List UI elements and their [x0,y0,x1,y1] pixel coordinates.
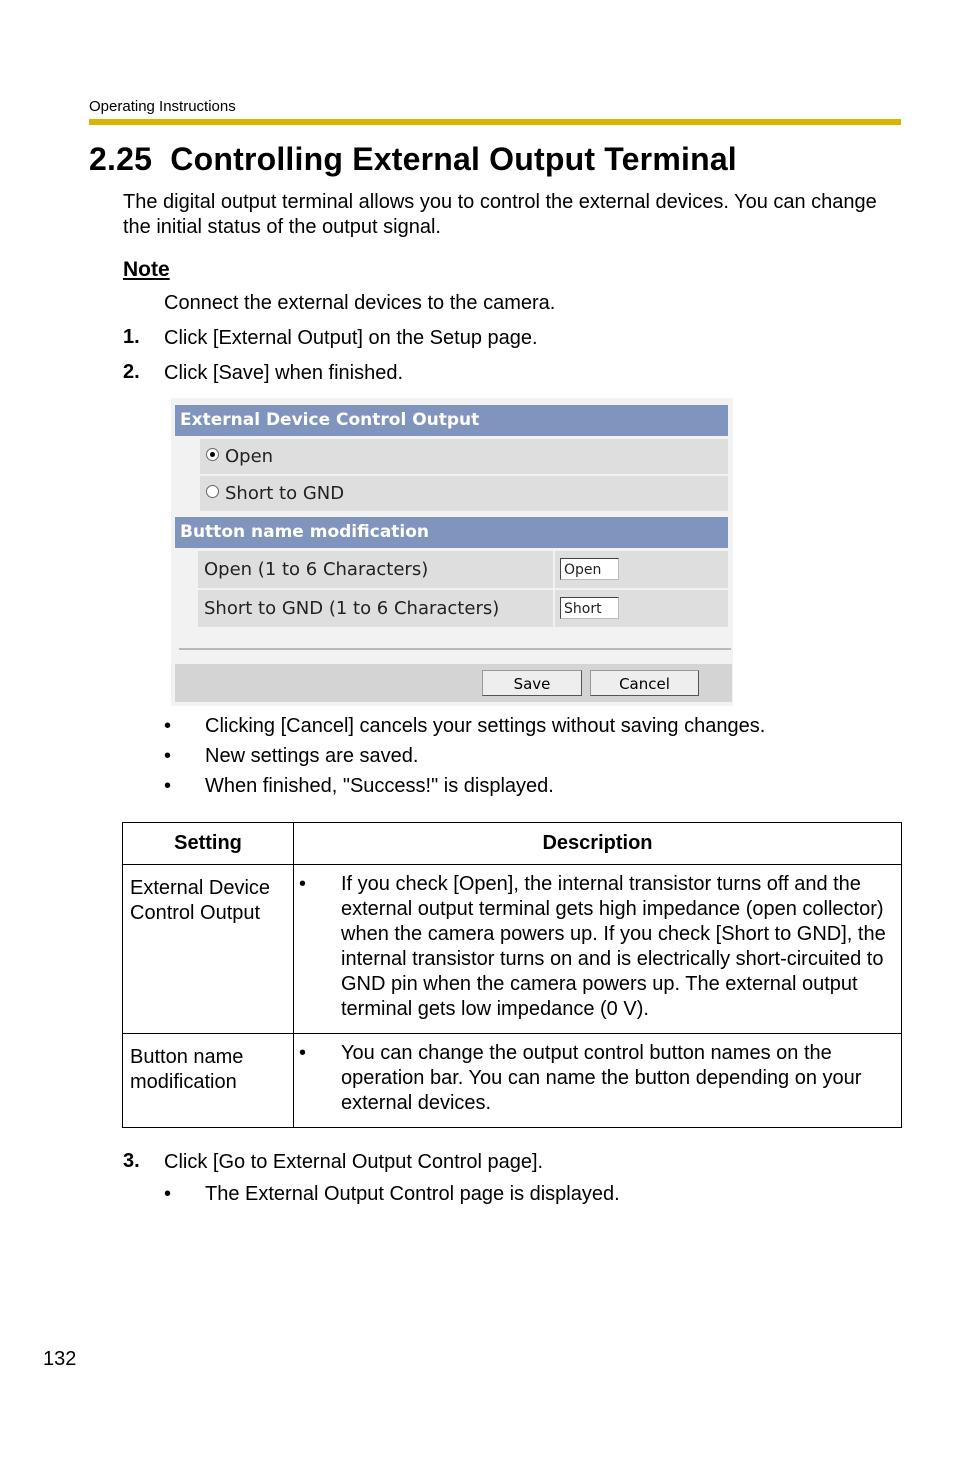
step3-bullet: The External Output Control page is displayed. [205,1183,620,1205]
column-header-description: Description [294,823,902,865]
description-cell [294,865,902,1034]
running-header: Operating Instructions [89,98,236,115]
bullet-glyph: • [299,1042,307,1064]
settings-table [122,822,902,1128]
step2-bullet-3: When finished, "Success!" is displayed. [205,775,554,797]
page-number: 132 [43,1348,77,1370]
bullet-glyph: • [164,715,172,737]
panel-divider [179,648,731,650]
save-button[interactable]: Save [482,670,582,696]
radio-open-label: Open [225,446,274,467]
section-number: 2.25 [89,141,153,177]
step-text-3: Click [Go to External Output Control page]. [164,1151,544,1173]
step-number-1: 1. [123,326,140,348]
radio-checked-icon[interactable] [206,448,219,461]
bullet-glyph: • [164,745,172,767]
step-number-3: 3. [123,1150,140,1172]
short-field-cell [555,590,728,627]
short-name-input[interactable]: Short [560,597,619,619]
setting-cell: Button name modification [123,1034,294,1128]
cancel-button[interactable]: Cancel [590,670,699,696]
step-number-2: 2. [123,361,140,383]
table-row [123,1034,902,1128]
table-row [123,865,902,1034]
radio-unchecked-icon[interactable] [206,485,219,498]
panel-button-bar [175,664,732,702]
table-header-row [123,823,902,865]
radio-open-option[interactable] [200,439,728,474]
bullet-glyph: • [164,1183,172,1205]
external-device-control-output-header: External Device Control Output [175,405,728,436]
open-field-cell [555,551,728,588]
setup-screenshot [171,398,733,706]
bullet-glyph: • [299,873,307,895]
description-text: You can change the output control button names on the operation bar. You can name the button depending on your external devices. [341,1042,862,1114]
note-text: Connect the external devices to the camera. [164,292,556,314]
open-field-label: Open (1 to 6 Characters) [198,551,553,588]
step-text-1: Click [External Output] on the Setup page. [164,327,538,349]
step2-bullet-1: Clicking [Cancel] cancels your settings without saving changes. [205,715,766,737]
open-name-input[interactable]: Open [560,558,619,580]
header-rule [89,119,901,125]
intro-paragraph: The digital output terminal allows you to control the external devices. You can change the initial status of the output signal. [123,191,877,238]
setting-cell: External Device Control Output [123,865,294,1034]
step2-bullet-2: New settings are saved. [205,745,419,767]
button-name-modification-header: Button name modification [175,517,728,548]
short-field-label: Short to GND (1 to 6 Characters) [198,590,553,627]
bullet-glyph: • [164,775,172,797]
column-header-setting: Setting [123,823,294,865]
description-text: If you check [Open], the internal transistor turns off and the external output terminal gets high impedance (open collector) when the camera powers up. If you check [Short to GND], the internal transistor turns on and is electrically short-circuited to GND pin when the camera powers up. The external output terminal gets low impedance (0 V). [341,873,886,1020]
radio-short-option[interactable] [200,476,728,511]
radio-short-label: Short to GND [225,483,345,504]
section-title [89,141,737,178]
section-title-text: Controlling External Output Terminal [170,141,737,177]
description-cell [294,1034,902,1128]
note-heading: Note [123,258,170,281]
step-text-2: Click [Save] when finished. [164,362,404,384]
